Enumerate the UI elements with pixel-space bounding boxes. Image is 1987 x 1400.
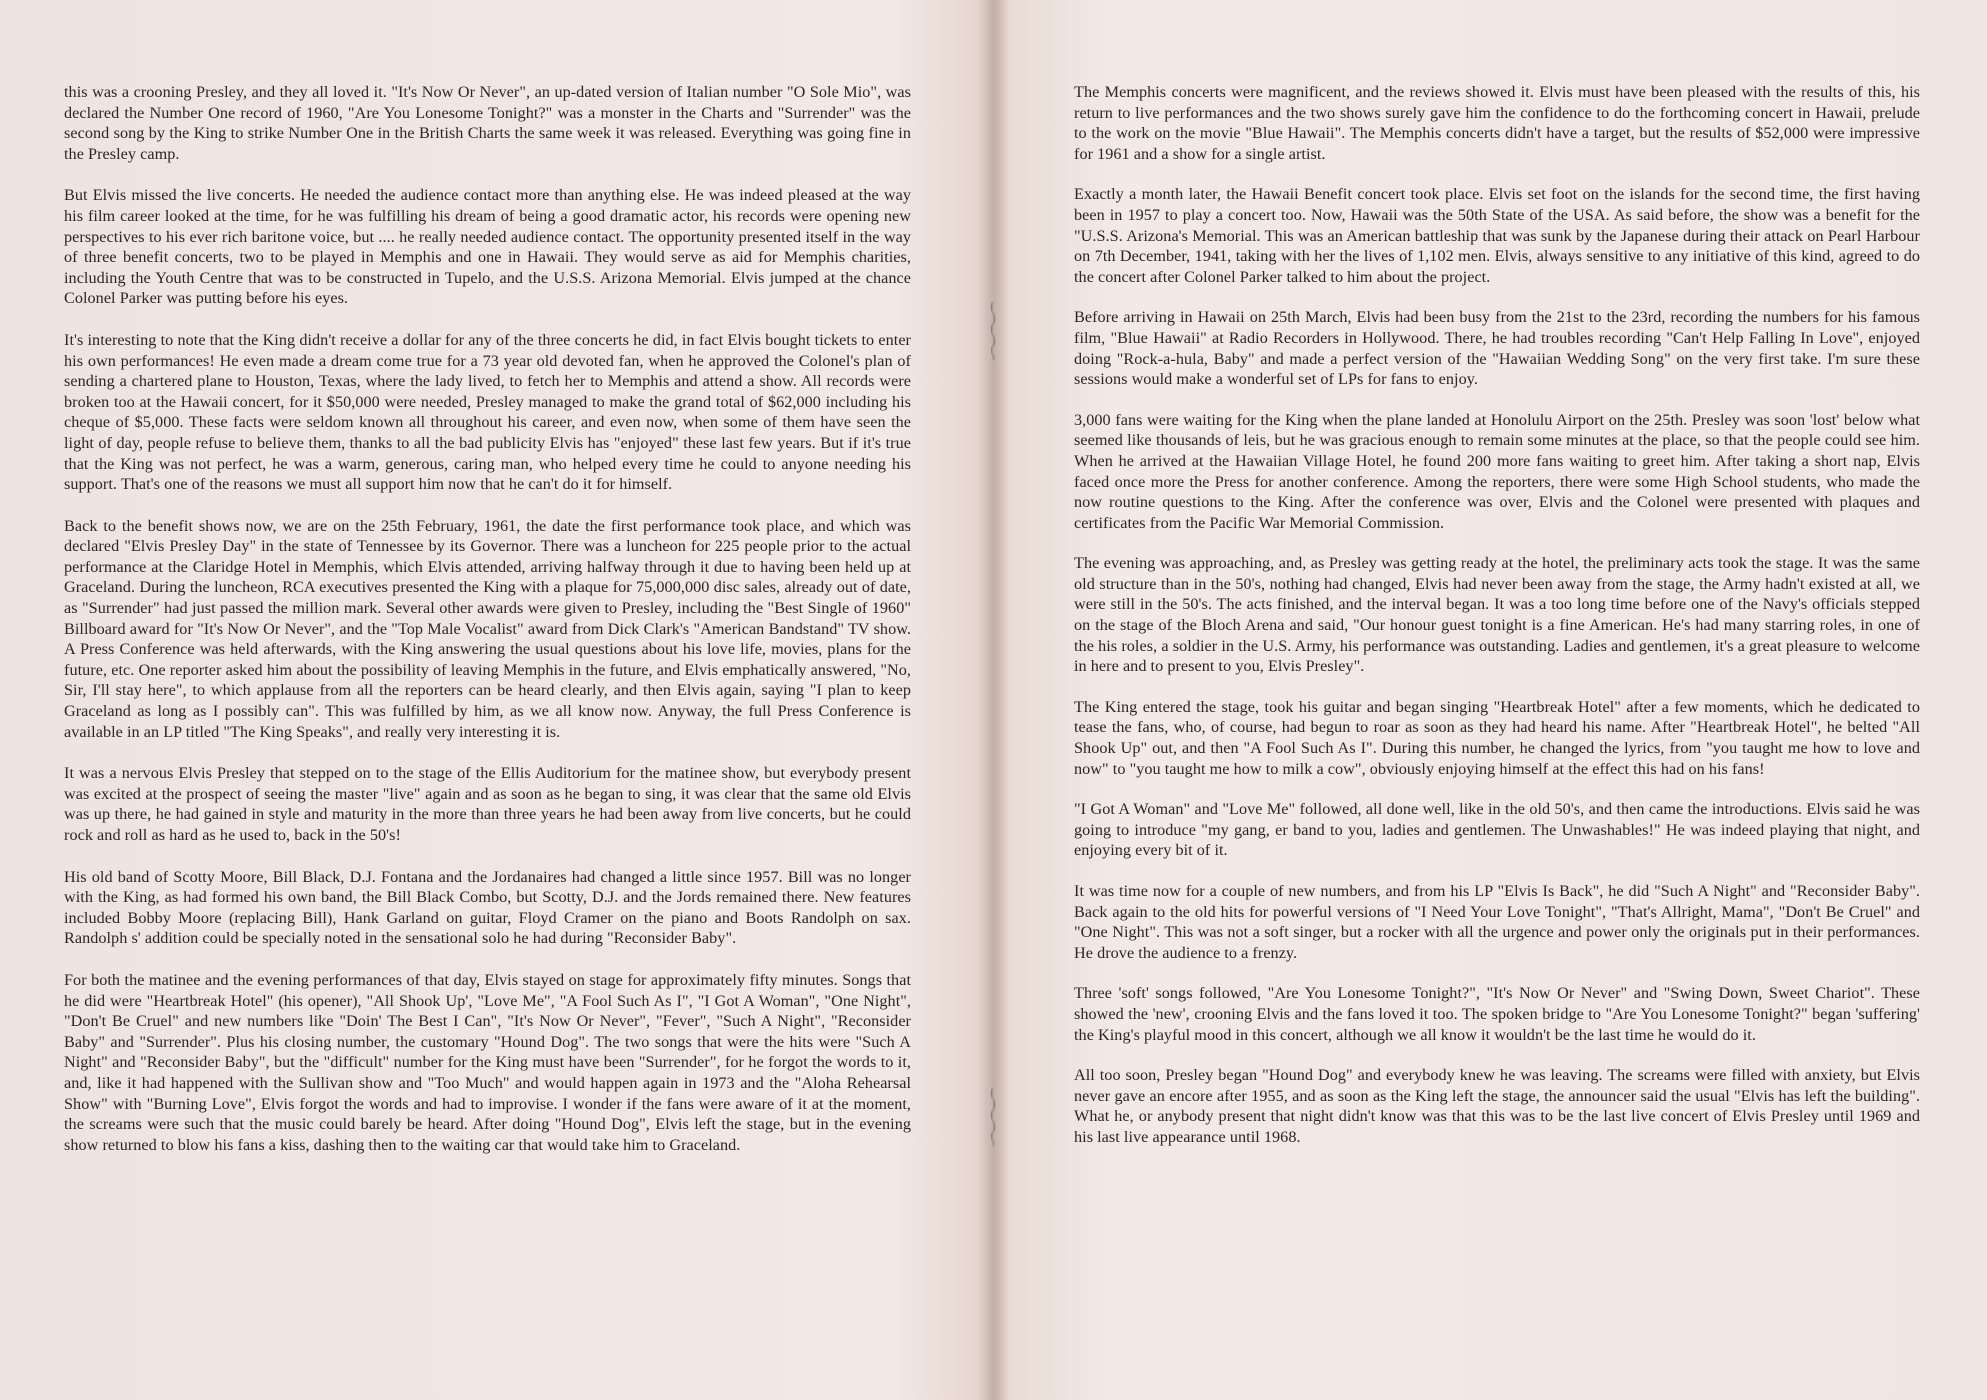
right-paragraph-4: 3,000 fans were waiting for the King when the plane landed at Honolulu Airport on the 25th. Presley was soon 'lost' below what seemed like thousands of leis, but he was gracious enough to remain some minutes at the place, so that the people could see him. When he arrived at the Hawaiian Village Hotel, he found 200 more fans waiting to greet him. After taking a short nap, Elvis faced once more the Press for another conference. Among the reporters, there were some High School students, who made the now routine questions to the King. After the conference was over, Elvis and the Colonel were presented with plaques and certificates from the Pacific War Memorial Commission. [1074,410,1920,532]
right-text-column [1074,82,1920,1168]
right-paragraph-10: All too soon, Presley began "Hound Dog" and everybody knew he was leaving. The screams were filled with anxiety, but Elvis never gave an encore after 1955, and as soon as the King left the stage, the announcer said the usual "Elvis has left the building". What he, or anybody present that night didn't know was that this was to be the last live concert of Elvis Presley until 1969 and his last live appearance until 1968. [1074,1066,1920,1146]
right-paragraph-7: "I Got A Woman" and "Love Me" followed, all done well, like in the old 50's, and then came the introductions. Elvis said he was going to introduce "my gang, er band to you, ladies and gentlemen. The Unwashables!" He was indeed playing that night, and enjoying every bit of it. [1074,800,1920,860]
left-paragraph-4: Back to the benefit shows now, we are on the 25th February, 1961, the date the first performance took place, and which was declared "Elvis Presley Day" in the state of Tennessee by its Governor. There was a luncheon for 225 people prior to the actual performance at the Claridge Hotel in Memphis, which Elvis attended, arriving halfway through it due to having been held up at Graceland. During the luncheon, RCA executives presented the King with a plaque for 75,000,000 disc sales, already out of date, as "Surrender" had just passed the million mark. Several other awards were given to Presley, including the "Best Single of 1960" Billboard award for "It's Now Or Never", and the "Top Male Vocalist" award from Dick Clark's "American Bandstand" TV show. A Press Conference was held afterwards, with the King answering the usual questions about his love life, movies, plans for the future, etc. One reporter asked him about the possibility of leaving Memphis in the future, and Elvis emphatically answered, "No, Sir, I'll stay here", to which applause from all the reporters can be heard clearly, and then Elvis again, saying "I plan to keep Graceland as long as I possibly can". This was fulfilled by him, as we all know now. Anyway, the full Press Conference is available in an LP titled "The King Speaks", and really very interesting it is. [64,516,911,741]
left-page [0,0,990,1400]
left-text-column [64,82,911,1176]
right-page [997,0,1987,1400]
left-paragraph-2: But Elvis missed the live concerts. He needed the audience contact more than anything else. He was indeed pleased at the way his film career looked at the time, for he was fulfilling his dream of being a good dramatic actor, his records were opening new perspectives to his ever rich baritone voice, but .... he really needed audience contact. The opportunity presented itself in the way of three benefit concerts, two to be played in Memphis and one in Hawaii. They would serve as aid for Memphis charities, including the Youth Centre that was to be constructed in Tupelo, and the U.S.S. Arizona Memorial. Elvis jumped at the chance Colonel Parker was putting before his eyes. [64,186,911,308]
right-paragraph-5: The evening was approaching, and, as Presley was getting ready at the hotel, the preliminary acts took the stage. It was the same old structure than in the 50's, nothing had changed, Elvis had never been away from the stage, the Army hadn't existed at all, we were still in the 50's. The acts finished, and the interval began. It was a too long time before one of the Navy's officials stepped on the stage of the Bloch Arena and said, "Our honour guest tonight is a fine American. He's had many starring roles, in one of the his roles, a soldier in the U.S. Army, his performance was outstanding. Ladies and gentlemen, it's a great pleasure to welcome in here and to present to you, Elvis Presley". [1074,554,1920,676]
right-paragraph-6: The King entered the stage, took his guitar and began singing "Heartbreak Hotel" after a few moments, which he dedicated to tease the fans, who, of course, had begun to roar as soon as they had heard his name. After "Heartbreak Hotel", he belted "All Shook Up" out, and then "A Fool Such As I". During this number, he changed the lyrics, from "you taught me how to love and now" to "you taught me how to milk a cow", obviously enjoying himself at the effect this had on his fans! [1074,697,1920,778]
left-paragraph-5: It was a nervous Elvis Presley that stepped on to the stage of the Ellis Auditorium for the matinee show, but everybody present was excited at the prospect of seeing the master "live" again and as soon as he began to sing, it was clear that the same old Elvis was up there, he had gained in style and maturity in the more than three years he had been away from live concerts, but he could rock and roll as hard as he used to, back in the 50's! [64,764,911,844]
right-paragraph-2: Exactly a month later, the Hawaii Benefit concert took place. Elvis set foot on the islands for the second time, the first having been in 1957 to play a concert too. Now, Hawaii was the 50th State of the USA. As said before, the show was a benefit for the "U.S.S. Arizona's Memorial. This was an American battleship that was sunk by the Japanese during their attack on Pearl Harbour on 7th December, 1941, taking with her the lives of 1,102 men. Elvis, always sensitive to any initiative of this kind, agreed to do the concert after Colonel Parker talked to him about the project. [1074,185,1920,286]
right-paragraph-3: Before arriving in Hawaii on 25th March, Elvis had been busy from the 21st to the 23rd, recording the numbers for his famous film, "Blue Hawaii" at Radio Recorders in Hollywood. There, he had troubles recording "Can't Help Falling In Love", enjoyed doing "Rock-a-hula, Baby" and made a perfect version of the "Hawaiian Wedding Song" on the very first take. I'm sure these sessions would make a wonderful set of LPs for fans to enjoy. [1074,308,1920,389]
left-paragraph-7: For both the matinee and the evening performances of that day, Elvis stayed on stage for approximately fifty minutes. Songs that he did were "Heartbreak Hotel" (his opener), "All Shook Up', "Love Me", "A Fool Such As I", "I Got A Woman", "One Night", "Don't Be Cruel" and new numbers like "Doin' The Best I Can", "It's Now Or Never", "Fever", "Such A Night", "Reconsider Baby" and "Surrender". Plus his closing number, the customary "Hound Dog". The two songs that were the hits were "Such A Night" and "Reconsider Baby", but the "difficult" number for the King must have been "Surrender", for he forgot the words to it, and, like it had happened with the Sullivan show and "Too Much" and would happen again in 1973 and the "Aloha Rehearsal Show" with "Burning Love", Elvis forgot the words and had to improvise. I wonder if the fans were aware of it at the moment, the screams were such that the music could barely be heard. After doing "Hound Dog", Elvis left the stage, but in the evening show returned to blow his fans a kiss, dashing then to the waiting car that would take him to Graceland. [64,970,911,1154]
right-paragraph-9: Three 'soft' songs followed, "Are You Lonesome Tonight?", "It's Now Or Never" and "Swing Down, Sweet Chariot". These showed the 'new', crooning Elvis and the fans loved it too. The spoken bridge to "Are You Lonesome Tonight?" began 'suffering' the King's playful mood in this concert, although we all know it wouldn't be the last time he would do it. [1074,984,1920,1044]
left-paragraph-3: It's interesting to note that the King didn't receive a dollar for any of the three concerts he did, in fact Elvis bought tickets to enter his own performances! He even made a dream come true for a 73 year old devoted fan, when he approved the Colonel's plan of sending a chartered plane to Houston, Texas, where the lady lived, to fetch her to Memphis and attend a show. All records were broken too at the Hawaii concert, for it $50,000 were needed, Presley managed to make the grand total of $62,000 including his cheque of $5,000. These facts were seldom known all throughout his career, and even now, when some of them have seen the light of day, people refuse to believe them, thanks to all the bad publicity Elvis has "enjoyed" these last few years. But if it's true that the King was not perfect, he was a warm, generous, caring man, who helped every time he could to anyone needing his support. That's one of the reasons we must all support him now that he can't do it for himself. [64,330,911,494]
right-paragraph-8: It was time now for a couple of new numbers, and from his LP "Elvis Is Back", he did "Such A Night" and "Reconsider Baby". Back again to the old hits for powerful versions of "I Need Your Love Tonight", "That's Allright, Mama", "Don't Be Cruel" and "One Night". This was not a soft singer, but a rocker with all the urgence and power only the originals put in their performances. He drove the audience to a frenzy. [1074,882,1920,962]
right-paragraph-1: The Memphis concerts were magnificent, and the reviews showed it. Elvis must have been pleased with the results of this, his return to live performances and the two shows surely gave him the confidence to do the forthcoming concert in Hawaii, prelude to the work on the movie "Blue Hawaii". The Memphis concerts didn't have a target, but the results of $52,000 were impressive for 1961 and a show for a single artist. [1074,83,1920,163]
left-paragraph-1: this was a crooning Presley, and they all loved it. "It's Now Or Never", an up-dated version of Italian number "O Sole Mio", was declared the Number One record of 1960, "Are You Lonesome Tonight?" was a monster in the Charts and "Surrender" was the second song by the King to strike Number One in the British Charts the same week it was released. Everything was going fine in the Presley camp. [64,83,911,163]
left-paragraph-6: His old band of Scotty Moore, Bill Black, D.J. Fontana and the Jordanaires had changed a little since 1957. Bill was no longer with the King, as had formed his own band, the Bill Black Combo, but Scotty, D.J. and the Jords remained there. New features included Bobby Moore (replacing Bill), Hank Garland on guitar, Floyd Cramer on the piano and Boots Randolph on sax. Randolph s' addition could be specially noted in the sensational solo he had during "Reconsider Baby". [64,867,911,948]
